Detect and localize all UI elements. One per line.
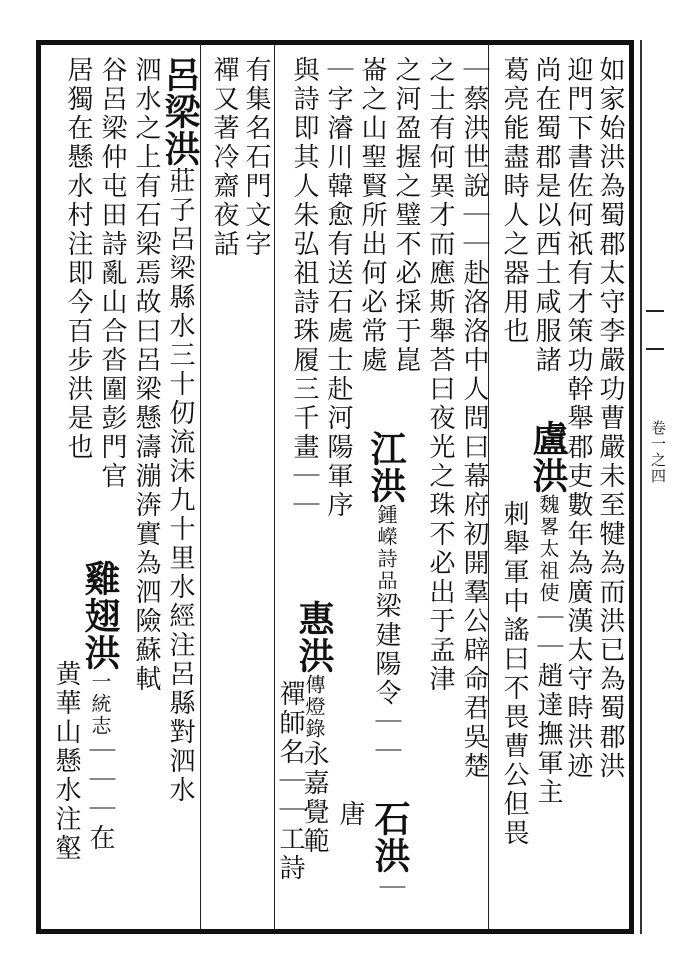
text-column: 泗水之上有石梁焉故曰呂梁懸濤漰渀實為泗險蘇軾 <box>131 56 161 694</box>
text-column: 尚在蜀郡是以西土咸服諸 <box>531 56 561 375</box>
text-column: 葛亮能盡時人之器用也 <box>499 56 529 346</box>
fish-tail-mark <box>646 310 664 350</box>
text-column: 與詩即其人朱弘祖詩珠履三千畫｜｜ <box>289 56 319 520</box>
text-column: 江洪鍾嶸詩品梁建陽令｜｜ <box>365 430 407 766</box>
text-column: 禪又著冷齋夜話 <box>209 56 239 259</box>
text-column: 居獨在懸水村注即今百步洪是也 <box>63 56 93 462</box>
text-column: 惠洪傳燈錄永嘉覺範 <box>293 600 335 856</box>
text-column: 黄華山懸水注壑 <box>51 660 81 863</box>
source-note: 魏畧太祖使 <box>536 494 560 604</box>
entry-heading: 石洪 <box>369 800 411 874</box>
source-note: 傳燈錄 <box>302 674 326 740</box>
text-column: 刺舉軍中謠曰不畏曹公但畏 <box>499 500 529 848</box>
entry-heading: 雞翅洪 <box>79 560 121 671</box>
text-column: 盧洪魏畧太祖使｜｜趙達撫軍主 <box>527 420 569 807</box>
chapter-label: 卷一之四 <box>649 420 667 484</box>
text-column: ｜蔡洪世說｜｜赴洛洛中人問曰幕府初開羣公辟命君吳楚 <box>459 56 489 781</box>
text-column: 谷呂梁仲屯田詩亂山合沓圍彭門官 <box>97 56 127 491</box>
text-column: 崙之山聖賢所出何必常處 <box>357 56 387 375</box>
entry-heading: 盧洪 <box>527 420 569 494</box>
source-note: 一統志 <box>88 671 112 737</box>
text-column: 如家始洪為蜀郡太守李嚴功曹嚴未至犍為而洪已為蜀郡洪 <box>595 56 625 781</box>
entry-heading: 江洪 <box>365 430 407 504</box>
column-rule <box>200 44 201 930</box>
text-column: 呂梁洪莊子呂梁縣水三十仞流沫九十里水經注呂縣對泗水 <box>159 56 201 805</box>
entry-heading: 惠洪 <box>293 600 335 674</box>
text-column: ｜字濬川韓愈有送石處士赴河陽軍序 <box>323 56 353 520</box>
margin-strip <box>640 40 672 934</box>
source-note: 鍾嶸詩品 <box>374 504 398 592</box>
text-column: 之河盈握之璧不必採于崑 <box>391 56 421 375</box>
text-column: 石洪｜唐 <box>335 800 411 903</box>
text-column: 有集名石門文字 <box>241 56 271 259</box>
text-column: 迎門下書佐何祇有才策功幹舉郡吏數年為廣漢太守時洪迹 <box>563 56 593 781</box>
text-column: 禪師名｜｜工詩 <box>275 680 305 883</box>
text-column: 之士有何異才而應斯舉荅曰夜光之珠不必出于孟津 <box>425 56 455 694</box>
text-column: 雞翅洪一統志｜｜｜在 <box>79 560 121 853</box>
entry-heading: 呂梁洪 <box>159 56 201 167</box>
